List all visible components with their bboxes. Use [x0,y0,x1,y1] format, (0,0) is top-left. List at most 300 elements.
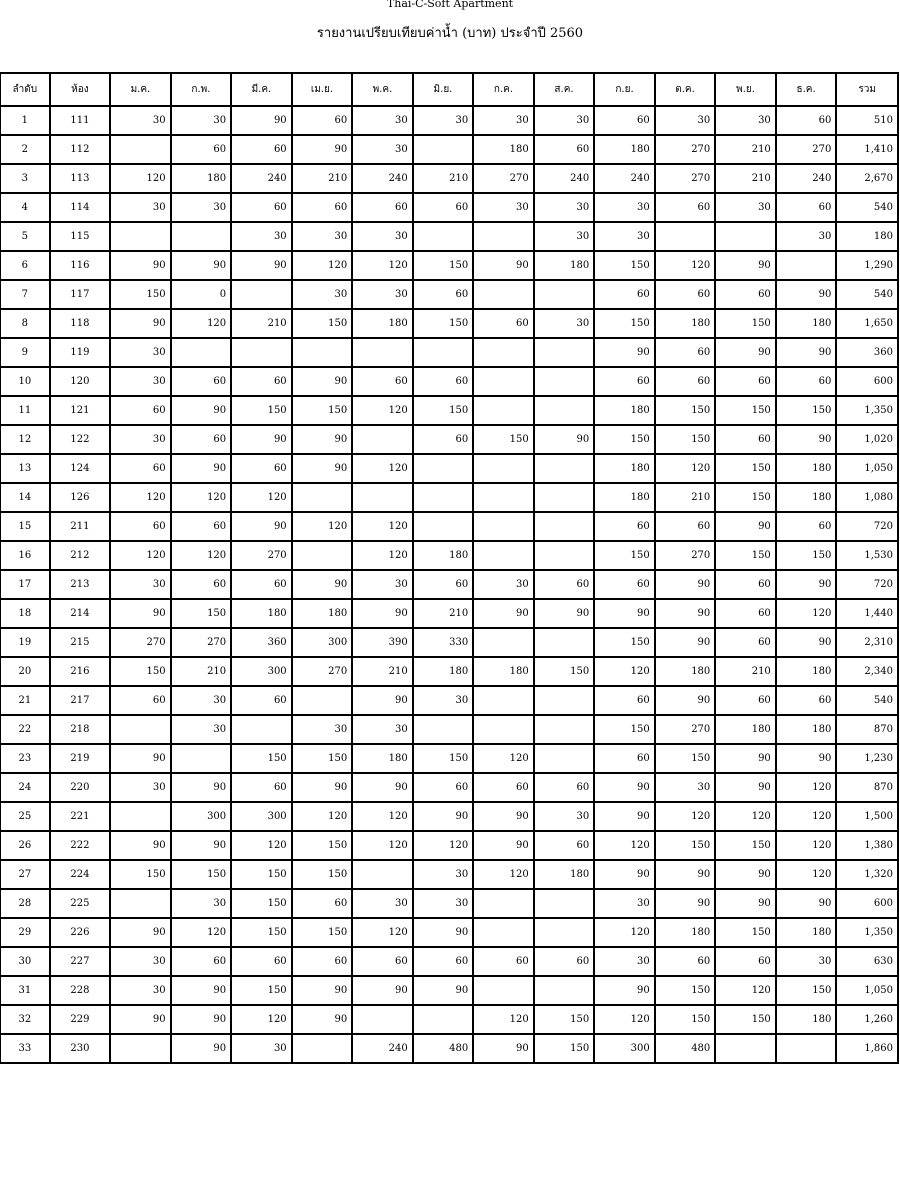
month-value: 150 [171,860,232,889]
month-value: 60 [776,193,837,222]
month-value [473,889,534,918]
month-value: 150 [231,889,292,918]
month-value: 30 [534,802,595,831]
water-cost-table [0,72,899,1064]
column-header: มี.ค. [231,73,292,106]
month-value [352,483,413,512]
month-value [352,860,413,889]
month-value: 90 [655,889,716,918]
month-value [352,1005,413,1034]
month-value: 60 [473,773,534,802]
month-value: 30 [352,280,413,309]
table-row [0,773,898,802]
month-value: 120 [352,918,413,947]
month-value: 150 [110,280,171,309]
month-value [473,628,534,657]
row-number: 1 [0,106,50,135]
month-value: 30 [352,570,413,599]
month-value: 60 [231,193,292,222]
column-header: ส.ค. [534,73,595,106]
room-number: 214 [50,599,110,628]
room-number: 126 [50,483,110,512]
month-value: 90 [352,686,413,715]
month-value: 150 [594,715,655,744]
month-value: 180 [292,599,353,628]
room-number: 211 [50,512,110,541]
month-value [655,222,716,251]
room-number: 117 [50,280,110,309]
month-value: 150 [594,628,655,657]
room-number: 222 [50,831,110,860]
row-total: 720 [836,570,898,599]
month-value: 90 [352,976,413,1005]
month-value: 60 [231,454,292,483]
row-number: 6 [0,251,50,280]
row-total: 1,290 [836,251,898,280]
month-value: 30 [534,193,595,222]
month-value: 180 [594,483,655,512]
table-row [0,802,898,831]
month-value: 90 [231,106,292,135]
month-value: 60 [655,947,716,976]
month-value: 300 [171,802,232,831]
month-value [473,976,534,1005]
month-value [413,512,474,541]
room-number: 219 [50,744,110,773]
table-row [0,251,898,280]
month-value: 150 [776,396,837,425]
month-value: 120 [171,483,232,512]
month-value [534,628,595,657]
month-value: 180 [776,657,837,686]
month-value: 90 [776,889,837,918]
month-value: 90 [352,773,413,802]
month-value: 30 [110,570,171,599]
row-total: 2,310 [836,628,898,657]
month-value: 30 [655,106,716,135]
month-value: 120 [171,918,232,947]
row-total: 870 [836,715,898,744]
month-value: 90 [352,599,413,628]
month-value [292,483,353,512]
row-total: 360 [836,338,898,367]
table-row [0,367,898,396]
month-value: 90 [594,773,655,802]
month-value: 150 [594,541,655,570]
month-value: 210 [715,657,776,686]
month-value: 150 [594,425,655,454]
room-number: 113 [50,164,110,193]
row-number: 27 [0,860,50,889]
month-value: 210 [715,164,776,193]
month-value: 180 [413,541,474,570]
month-value [292,1034,353,1063]
month-value: 30 [473,570,534,599]
row-total: 1,320 [836,860,898,889]
month-value [413,483,474,512]
month-value: 90 [715,889,776,918]
row-total: 180 [836,222,898,251]
month-value: 270 [171,628,232,657]
month-value [776,251,837,280]
month-value: 90 [171,454,232,483]
room-number: 212 [50,541,110,570]
month-value: 120 [594,657,655,686]
month-value: 180 [776,1005,837,1034]
month-value: 60 [534,135,595,164]
month-value: 180 [594,135,655,164]
month-value [473,454,534,483]
month-value: 150 [655,976,716,1005]
month-value: 90 [594,860,655,889]
row-number: 9 [0,338,50,367]
month-value: 30 [594,947,655,976]
month-value: 90 [231,425,292,454]
column-header: พ.ย. [715,73,776,106]
row-total: 540 [836,686,898,715]
row-total: 1,650 [836,309,898,338]
month-value [534,918,595,947]
table-row [0,976,898,1005]
column-header: ก.ย. [594,73,655,106]
row-number: 18 [0,599,50,628]
month-value: 120 [110,541,171,570]
column-header: ม.ค. [110,73,171,106]
month-value: 270 [231,541,292,570]
table-row [0,135,898,164]
month-value: 60 [473,947,534,976]
month-value: 60 [715,280,776,309]
month-value: 90 [292,135,353,164]
row-total: 2,340 [836,657,898,686]
month-value: 150 [292,744,353,773]
month-value: 30 [594,889,655,918]
column-header: ก.ค. [473,73,534,106]
month-value: 30 [171,686,232,715]
month-value: 30 [594,222,655,251]
report-title: รายงานเปรียบเทียบค่าน้ำ (บาท) ประจำปี 2560 [316,26,584,41]
month-value: 30 [171,889,232,918]
table-row [0,947,898,976]
month-value: 240 [231,164,292,193]
month-value: 150 [292,396,353,425]
table-row [0,164,898,193]
month-value: 120 [292,512,353,541]
month-value [352,338,413,367]
room-number: 227 [50,947,110,976]
table-row [0,628,898,657]
month-value [352,425,413,454]
month-value: 60 [594,367,655,396]
month-value: 120 [352,831,413,860]
month-value: 90 [231,251,292,280]
month-value: 120 [473,860,534,889]
month-value: 90 [473,599,534,628]
month-value [231,338,292,367]
month-value: 180 [776,309,837,338]
row-number: 20 [0,657,50,686]
month-value: 0 [171,280,232,309]
month-value [534,889,595,918]
month-value: 180 [534,860,595,889]
month-value: 90 [776,744,837,773]
month-value [534,338,595,367]
month-value: 90 [171,1034,232,1063]
row-number: 25 [0,802,50,831]
month-value [715,1034,776,1063]
month-value: 60 [715,686,776,715]
month-value: 90 [655,860,716,889]
month-value [171,744,232,773]
month-value: 150 [534,1005,595,1034]
month-value [110,1034,171,1063]
column-header: ห้อง [50,73,110,106]
month-value: 120 [594,1005,655,1034]
month-value: 150 [715,454,776,483]
month-value: 150 [715,396,776,425]
month-value: 120 [352,512,413,541]
month-value: 90 [110,918,171,947]
column-header: ลำดับ [0,73,50,106]
month-value: 30 [413,106,474,135]
table-row [0,889,898,918]
month-value: 30 [473,106,534,135]
month-value: 150 [655,425,716,454]
month-value [776,1034,837,1063]
month-value: 270 [655,164,716,193]
month-value: 180 [655,309,716,338]
room-number: 225 [50,889,110,918]
row-total: 1,350 [836,396,898,425]
month-value: 120 [231,483,292,512]
company-name: Thai-C-Soft Apartment [386,0,514,10]
month-value: 60 [594,512,655,541]
month-value: 60 [231,367,292,396]
row-total: 630 [836,947,898,976]
month-value: 60 [171,512,232,541]
month-value: 90 [776,570,837,599]
month-value: 120 [352,541,413,570]
table-row [0,309,898,338]
month-value [473,918,534,947]
month-value: 30 [110,773,171,802]
month-value: 180 [352,744,413,773]
month-value: 60 [776,686,837,715]
month-value: 210 [292,164,353,193]
row-total: 720 [836,512,898,541]
month-value: 120 [292,802,353,831]
month-value: 120 [171,309,232,338]
row-total: 1,080 [836,483,898,512]
room-number: 229 [50,1005,110,1034]
month-value: 60 [534,570,595,599]
month-value: 60 [231,686,292,715]
row-total: 1,230 [836,744,898,773]
month-value: 60 [715,425,776,454]
room-number: 118 [50,309,110,338]
row-total: 1,410 [836,135,898,164]
month-value: 90 [594,338,655,367]
room-number: 124 [50,454,110,483]
month-value [413,222,474,251]
month-value: 60 [776,106,837,135]
month-value: 90 [655,599,716,628]
month-value: 60 [171,425,232,454]
month-value: 90 [171,831,232,860]
row-number: 13 [0,454,50,483]
row-number: 21 [0,686,50,715]
month-value: 90 [655,628,716,657]
month-value: 120 [110,164,171,193]
month-value [715,222,776,251]
month-value: 30 [110,425,171,454]
month-value: 60 [352,947,413,976]
month-value: 30 [231,1034,292,1063]
table-row [0,396,898,425]
month-value: 30 [594,193,655,222]
row-number: 32 [0,1005,50,1034]
month-value: 60 [352,193,413,222]
month-value: 60 [292,947,353,976]
month-value [231,715,292,744]
month-value: 120 [776,802,837,831]
month-value: 210 [655,483,716,512]
month-value: 150 [715,541,776,570]
row-number: 26 [0,831,50,860]
month-value: 30 [110,193,171,222]
month-value [110,222,171,251]
month-value: 30 [776,947,837,976]
column-header: พ.ค. [352,73,413,106]
month-value: 60 [655,280,716,309]
month-value: 60 [413,773,474,802]
month-value: 30 [292,715,353,744]
table-row [0,193,898,222]
month-value: 60 [594,280,655,309]
room-number: 216 [50,657,110,686]
month-value: 210 [413,164,474,193]
month-value: 150 [715,831,776,860]
month-value: 150 [715,483,776,512]
month-value [413,338,474,367]
month-value: 120 [715,802,776,831]
month-value: 270 [655,715,716,744]
month-value: 60 [594,744,655,773]
month-value: 30 [413,889,474,918]
month-value: 90 [231,512,292,541]
room-number: 224 [50,860,110,889]
column-header: รวม [836,73,898,106]
row-number: 28 [0,889,50,918]
month-value: 150 [292,309,353,338]
month-value: 60 [473,309,534,338]
row-number: 19 [0,628,50,657]
month-value: 120 [171,541,232,570]
month-value: 90 [110,599,171,628]
month-value: 60 [110,454,171,483]
row-total: 1,500 [836,802,898,831]
month-value: 90 [534,425,595,454]
month-value: 90 [292,425,353,454]
month-value: 180 [413,657,474,686]
row-total: 1,050 [836,976,898,1005]
row-number: 16 [0,541,50,570]
month-value: 60 [534,831,595,860]
month-value: 180 [655,918,716,947]
table-row [0,338,898,367]
month-value: 60 [594,570,655,599]
month-value: 240 [776,164,837,193]
month-value: 30 [171,715,232,744]
month-value: 150 [292,831,353,860]
month-value: 60 [413,193,474,222]
room-number: 112 [50,135,110,164]
table-row [0,599,898,628]
month-value: 30 [110,367,171,396]
row-total: 1,440 [836,599,898,628]
row-number: 3 [0,164,50,193]
row-number: 22 [0,715,50,744]
table-row [0,106,898,135]
month-value: 150 [231,918,292,947]
table-row [0,570,898,599]
month-value: 60 [231,773,292,802]
month-value: 60 [292,889,353,918]
month-value: 90 [413,802,474,831]
month-value: 150 [413,309,474,338]
row-total: 1,050 [836,454,898,483]
month-value: 30 [534,222,595,251]
month-value: 240 [352,164,413,193]
month-value: 60 [594,106,655,135]
month-value: 30 [110,338,171,367]
month-value: 360 [231,628,292,657]
month-value: 60 [776,512,837,541]
row-total: 1,380 [836,831,898,860]
month-value: 120 [110,483,171,512]
room-number: 122 [50,425,110,454]
month-value: 120 [231,831,292,860]
room-number: 121 [50,396,110,425]
month-value: 120 [292,251,353,280]
month-value [110,889,171,918]
month-value [413,1005,474,1034]
room-number: 116 [50,251,110,280]
month-value: 210 [352,657,413,686]
table-row [0,744,898,773]
month-value: 150 [594,251,655,280]
month-value: 90 [776,280,837,309]
month-value [534,744,595,773]
month-value: 60 [413,280,474,309]
month-value [534,367,595,396]
month-value [534,483,595,512]
month-value: 120 [776,831,837,860]
month-value: 120 [776,860,837,889]
month-value: 180 [776,483,837,512]
month-value: 90 [110,744,171,773]
month-value: 30 [473,193,534,222]
room-number: 217 [50,686,110,715]
table-row [0,1005,898,1034]
row-total: 1,350 [836,918,898,947]
month-value: 180 [534,251,595,280]
row-total: 2,670 [836,164,898,193]
row-number: 29 [0,918,50,947]
month-value: 240 [594,164,655,193]
month-value [534,976,595,1005]
month-value: 180 [776,454,837,483]
